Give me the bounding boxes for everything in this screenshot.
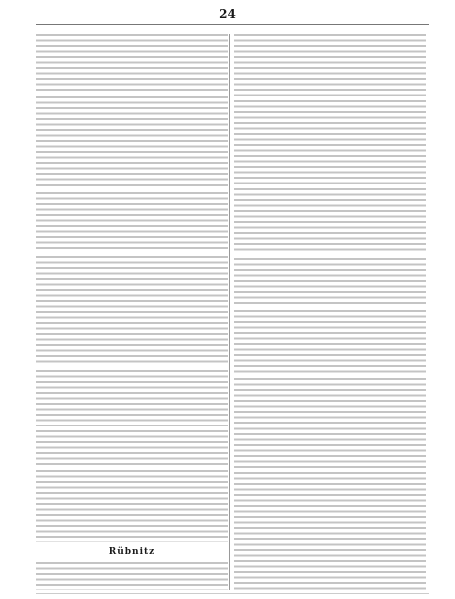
- text-paragraph: [234, 310, 426, 374]
- page-number: 24: [219, 7, 236, 21]
- text-paragraph: [234, 100, 426, 184]
- text-paragraph: [36, 370, 228, 426]
- text-paragraph: [36, 256, 228, 366]
- text-paragraph: [234, 258, 426, 306]
- text-column-left: [36, 34, 228, 590]
- text-paragraph: [36, 192, 228, 252]
- text-paragraph: [234, 188, 426, 254]
- text-paragraph: [36, 34, 228, 92]
- text-column-right: [234, 34, 426, 590]
- text-paragraph: [36, 562, 228, 590]
- header-rule: [36, 24, 429, 25]
- text-paragraph: [36, 430, 228, 466]
- text-paragraph: [36, 470, 228, 542]
- section-heading: Rübnitz: [108, 547, 156, 557]
- text-paragraph: [234, 472, 426, 590]
- page-header: [0, 0, 455, 28]
- footer-rule: [36, 593, 429, 594]
- text-paragraph: [234, 378, 426, 468]
- column-divider: [229, 34, 230, 590]
- text-paragraph: [234, 34, 426, 96]
- text-paragraph: [36, 96, 228, 188]
